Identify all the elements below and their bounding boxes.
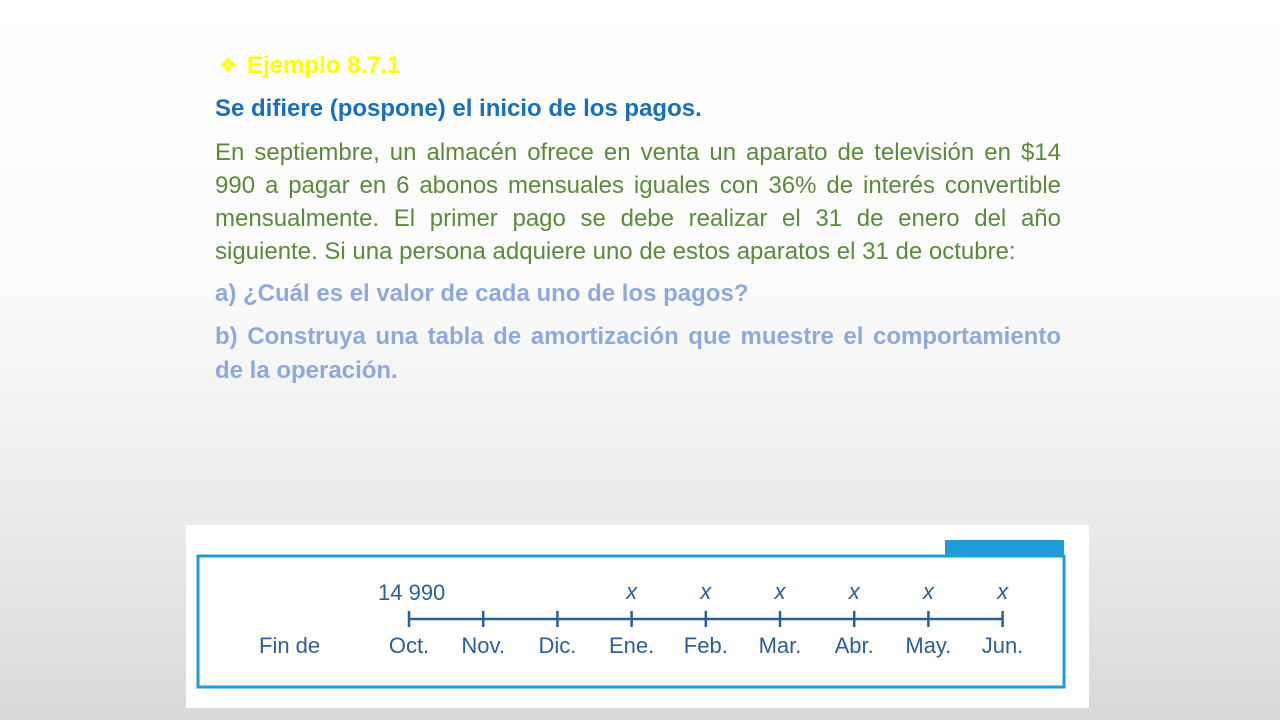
month-label: May. xyxy=(905,633,952,658)
month-label: Nov. xyxy=(461,633,506,658)
example-heading xyxy=(215,46,1061,86)
present-value-label: 14 990 xyxy=(378,580,446,605)
timeline-marks xyxy=(389,579,1024,658)
payment-label: x xyxy=(922,579,934,604)
payment-label: x xyxy=(997,579,1009,604)
month-label: Oct. xyxy=(388,633,430,658)
month-label: Abr. xyxy=(834,633,874,658)
timeline-diagram xyxy=(186,525,1089,708)
month-label: Mar. xyxy=(758,633,802,658)
month-label: Ene. xyxy=(608,633,655,658)
payment-label: x xyxy=(700,579,712,604)
month-label: Jun. xyxy=(981,633,1024,658)
diamond-bullet-icon: ❖ xyxy=(219,55,237,77)
subtitle: Se difiere (pospone) el inicio de los pagos. xyxy=(215,95,702,122)
figure-tab xyxy=(945,540,1064,556)
question-a: a) ¿Cuál es el valor de cada uno de los pagos? xyxy=(215,280,749,307)
month-label: Feb. xyxy=(683,633,728,658)
month-label: Dic. xyxy=(538,633,577,658)
payment-label: x xyxy=(626,579,638,604)
payment-label: x xyxy=(848,579,860,604)
payment-label: x xyxy=(774,579,786,604)
timeline-figure xyxy=(186,525,1089,708)
row-label: Fin de xyxy=(259,633,321,658)
example-title: Ejemplo 8.7.1 xyxy=(246,52,401,79)
question-b: b) Construya una tabla de amortización que muestre el comportamiento de la operación. xyxy=(215,323,1061,384)
problem-statement: En septiembre, un almacén ofrece en venta un aparato de televisión en $14 990 a pagar en 6 abonos mensuales iguales con 36% de interés convertible mensualmente. El primer pago se debe realizar el 31 de enero del año siguiente. Si una persona adquiere uno de estos aparatos el 31 de octubre: xyxy=(215,139,1061,265)
slide-content xyxy=(215,46,1061,388)
